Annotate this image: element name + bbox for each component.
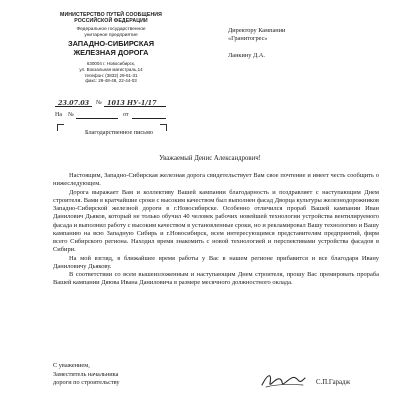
- signer-name: С.П.Гарадж: [316, 379, 351, 386]
- from-label: от: [123, 112, 129, 118]
- railway-line-1: ЗАПАДНО-СИБИРСКАЯ: [67, 39, 155, 49]
- signature-line-2: Заместитель начальника: [53, 370, 119, 378]
- document-type: Благодарственное письмо: [85, 129, 153, 136]
- address-line-1: 630004 г. Новосибирск,: [86, 61, 136, 66]
- address-line-2: ул. Вокзальная магистраль,14: [79, 66, 143, 72]
- fax-line: факс: 29-48-48, 22-44-03: [85, 78, 137, 84]
- enterprise-line-2: унитарное предприятие: [84, 32, 138, 38]
- handwritten-number: 1013 НУ-1/17: [107, 99, 157, 107]
- letter-body: [53, 172, 379, 288]
- handwritten-date: 23.07.03: [58, 99, 90, 107]
- paragraph-1: Настоящим, Западно-Сибирская железная дорога свидетельствует Вам свое почтение и имеет честь сообщить о нижеследующем.: [53, 172, 379, 188]
- letterhead: [52, 12, 170, 84]
- subject-corner-right: [160, 124, 167, 131]
- paragraph-3: На мой взгляд, в ближайшее время работы у Вас в нашем регионе прибавится и все благодаря Ивану Даниловичу Дьякову.: [53, 254, 379, 270]
- paragraph-2: Дорога выражает Вам и коллективу Вашей кампании благодарность и поздравляет с наступающим Днем строителя. Вами в кратчайшие сроки с высоким качеством был выполнен фасад Дворца культуры железнодорожников Западно-Сибирской железной дороги в г.Новосибирске. Особенно отличился прораб Вашей кампании Иван Данилович Дьяков, который не только обучил 40 человек рабочих новейшей технологии устройства вентилируемого фасада и выполнил работу с высоким качеством в установленные сроки, но и рекламировал Вашу технологию и Вашу кампанию на всю Западную Сибирь и г.Новосибирск, всем интересующимся представителям предприятий, фирм всего Сибирского региона. Находил время знакомить с новой технологией и перспективами устройства фасадов в Сибири.: [53, 188, 379, 254]
- ministry-line-2: РОССИЙСКОЙ ФЕДЕРАЦИИ: [74, 18, 148, 24]
- signature-line-3: дороги по строительству: [53, 379, 120, 386]
- number-sign: №: [96, 100, 102, 106]
- paragraph-4: В соответствии со всем вышеизложенным и наступающим Днем строителя, прошу Вас премировать прораба Вашей кампании Дяюва Ивана Даниловича в размере месячного должностного оклада.: [53, 271, 379, 287]
- on-number-sign: №: [68, 112, 74, 118]
- enterprise-line-1: Федеральное государственное: [76, 27, 146, 32]
- addressee-line-2: «Гранитогрес»: [228, 35, 268, 42]
- signature-line-1: С уважением,: [53, 362, 90, 369]
- greeting: Уважаемый Денис Александрович!: [159, 155, 261, 162]
- from-underline: [132, 118, 166, 119]
- railway-line-2: ЖЕЛЕЗНАЯ ДОРОГА: [73, 47, 149, 57]
- addressee-line-3: Ланкину Д.А.: [228, 52, 265, 59]
- handwritten-signature-icon: [258, 369, 308, 391]
- addressee-line-1: Директору Кампании: [228, 27, 286, 34]
- phone-line: телефон: (3832) 29-51-31: [84, 72, 138, 78]
- signature-block: [53, 362, 120, 388]
- subject-corner-left: [57, 124, 64, 131]
- ministry-line-1: МИНИСТЕРСТВО ПУТЕЙ СООБЩЕНИЯ: [60, 12, 162, 18]
- on-label: На: [55, 112, 62, 118]
- on-number-underline: [76, 118, 118, 119]
